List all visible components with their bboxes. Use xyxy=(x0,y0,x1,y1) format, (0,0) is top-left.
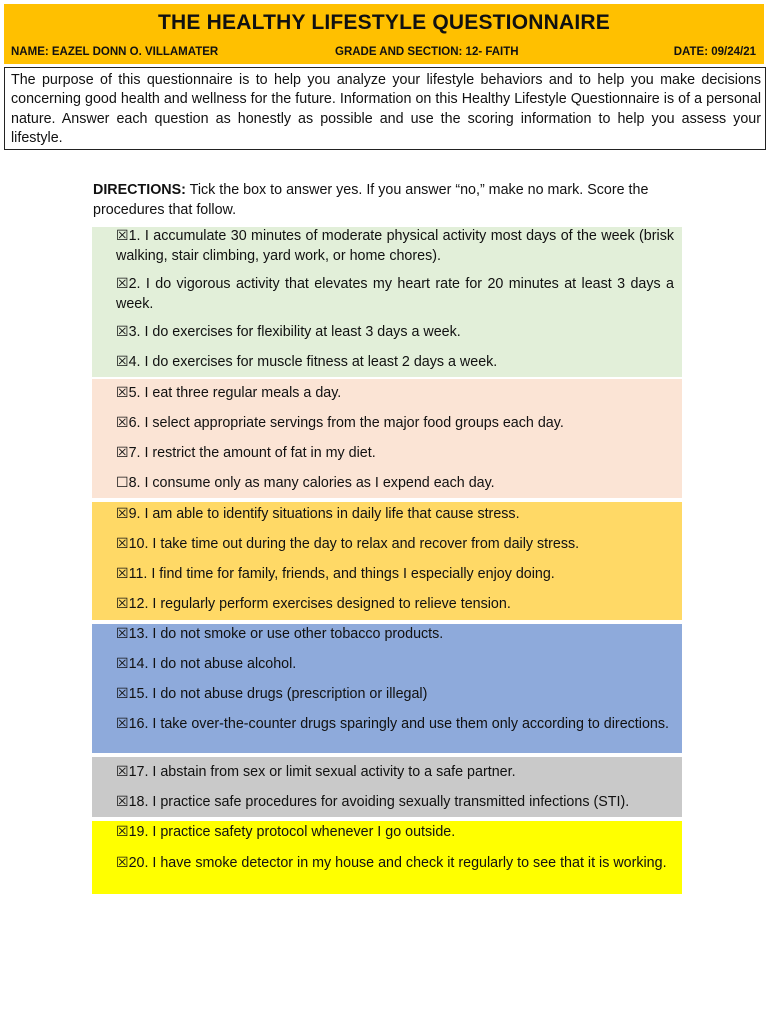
date: DATE: 09/24/21 xyxy=(673,46,756,58)
checkbox-icon[interactable]: ☒ xyxy=(116,324,129,340)
question-text: 13. I do not smoke or use other tobacco products. xyxy=(128,626,444,642)
question-item-18 xyxy=(116,793,674,813)
question-item-7 xyxy=(116,444,674,464)
checkbox-icon[interactable]: ☒ xyxy=(116,716,129,732)
checkbox-icon[interactable]: ☒ xyxy=(116,764,129,780)
checkbox-icon[interactable]: ☒ xyxy=(116,415,129,431)
checkbox-icon[interactable]: ☒ xyxy=(116,506,129,522)
question-text: 9. I am able to identify situations in daily life that cause stress. xyxy=(128,506,520,522)
checkbox-icon[interactable]: ☒ xyxy=(116,354,129,370)
directions-label: DIRECTIONS: xyxy=(93,182,186,198)
checkbox-icon[interactable]: ☒ xyxy=(116,385,129,401)
question-text: 4. I do exercises for muscle fitness at least 2 days a week. xyxy=(128,354,498,370)
question-item-12 xyxy=(116,595,674,615)
student-name: NAME: EAZEL DONN O. VILLAMATER xyxy=(11,46,219,58)
checkbox-icon[interactable]: ☒ xyxy=(116,445,129,461)
checkbox-icon[interactable]: ☒ xyxy=(116,536,129,552)
intro-paragraph: The purpose of this questionnaire is to help you analyze your lifestyle behaviors and to help you make decisions concerning good health and wellness for the future. Information on this Healthy Lifestyle Questionnaire is of a personal nature. Answer each question as honestly as possible and use the scoring information to help you assess your lifestyle. xyxy=(4,67,766,150)
grade-section: GRADE AND SECTION: 12- FAITH xyxy=(335,46,519,58)
question-text: 2. I do vigorous activity that elevates my heart rate for 20 minutes at least 3 days a week. xyxy=(116,276,674,312)
question-item-2 xyxy=(116,275,674,315)
question-text: 16. I take over-the-counter drugs sparingly and use them only according to directions. xyxy=(128,716,669,732)
question-item-5 xyxy=(116,384,674,404)
directions-text: Tick the box to answer yes. If you answer “no,” make no mark. Score the procedures that follow. xyxy=(93,182,649,218)
question-text: 19. I practice safety protocol whenever I go outside. xyxy=(128,824,456,840)
checkbox-icon[interactable]: ☒ xyxy=(116,228,129,244)
checkbox-icon[interactable]: ☒ xyxy=(116,566,129,582)
question-item-11 xyxy=(116,565,674,585)
checkbox-icon[interactable]: ☒ xyxy=(116,686,129,702)
question-text: 17. I abstain from sex or limit sexual activity to a safe partner. xyxy=(128,764,516,780)
page-title: THE HEALTHY LIFESTYLE QUESTIONNAIRE xyxy=(158,11,610,34)
question-text: 20. I have smoke detector in my house and check it regularly to see that it is working. xyxy=(128,855,667,871)
question-text: 8. I consume only as many calories as I expend each day. xyxy=(128,475,495,491)
checkbox-icon[interactable]: ☒ xyxy=(116,794,129,810)
checkbox-icon[interactable]: ☐ xyxy=(116,475,129,491)
question-text: 11. I find time for family, friends, and things I especially enjoy doing. xyxy=(128,566,555,582)
checkbox-icon[interactable]: ☒ xyxy=(116,276,129,292)
question-item-17 xyxy=(116,763,674,783)
checkbox-icon[interactable]: ☒ xyxy=(116,596,129,612)
question-item-19 xyxy=(116,823,674,843)
checkbox-icon[interactable]: ☒ xyxy=(116,656,129,672)
question-item-1 xyxy=(116,227,674,267)
question-item-13 xyxy=(116,625,674,645)
question-text: 18. I practice safe procedures for avoiding sexually transmitted infections (STI). xyxy=(128,794,630,810)
checkbox-icon[interactable]: ☒ xyxy=(116,824,129,840)
question-item-15 xyxy=(116,685,674,705)
question-text: 7. I restrict the amount of fat in my diet. xyxy=(128,445,376,461)
question-text: 15. I do not abuse drugs (prescription or illegal) xyxy=(128,686,428,702)
question-item-16 xyxy=(116,715,674,735)
question-text: 12. I regularly perform exercises designed to relieve tension. xyxy=(128,596,511,612)
question-text: 6. I select appropriate servings from the major food groups each day. xyxy=(128,415,564,431)
checkbox-icon[interactable]: ☒ xyxy=(116,626,129,642)
header-banner xyxy=(4,4,764,64)
question-item-3 xyxy=(116,323,674,343)
question-item-4 xyxy=(116,353,674,373)
checkbox-icon[interactable]: ☒ xyxy=(116,855,129,871)
question-text: 1. I accumulate 30 minutes of moderate physical activity most days of the week (brisk walking, stair climbing, yard work, or home chores). xyxy=(116,228,674,264)
question-item-8 xyxy=(116,474,674,494)
question-item-6 xyxy=(116,414,674,434)
question-item-20 xyxy=(116,854,674,874)
question-item-10 xyxy=(116,535,674,555)
question-item-9 xyxy=(116,505,674,525)
question-item-14 xyxy=(116,655,674,675)
question-text: 3. I do exercises for flexibility at least 3 days a week. xyxy=(128,324,461,340)
directions xyxy=(93,180,693,220)
question-text: 10. I take time out during the day to relax and recover from daily stress. xyxy=(128,536,580,552)
question-text: 14. I do not abuse alcohol. xyxy=(128,656,297,672)
question-text: 5. I eat three regular meals a day. xyxy=(128,385,342,401)
